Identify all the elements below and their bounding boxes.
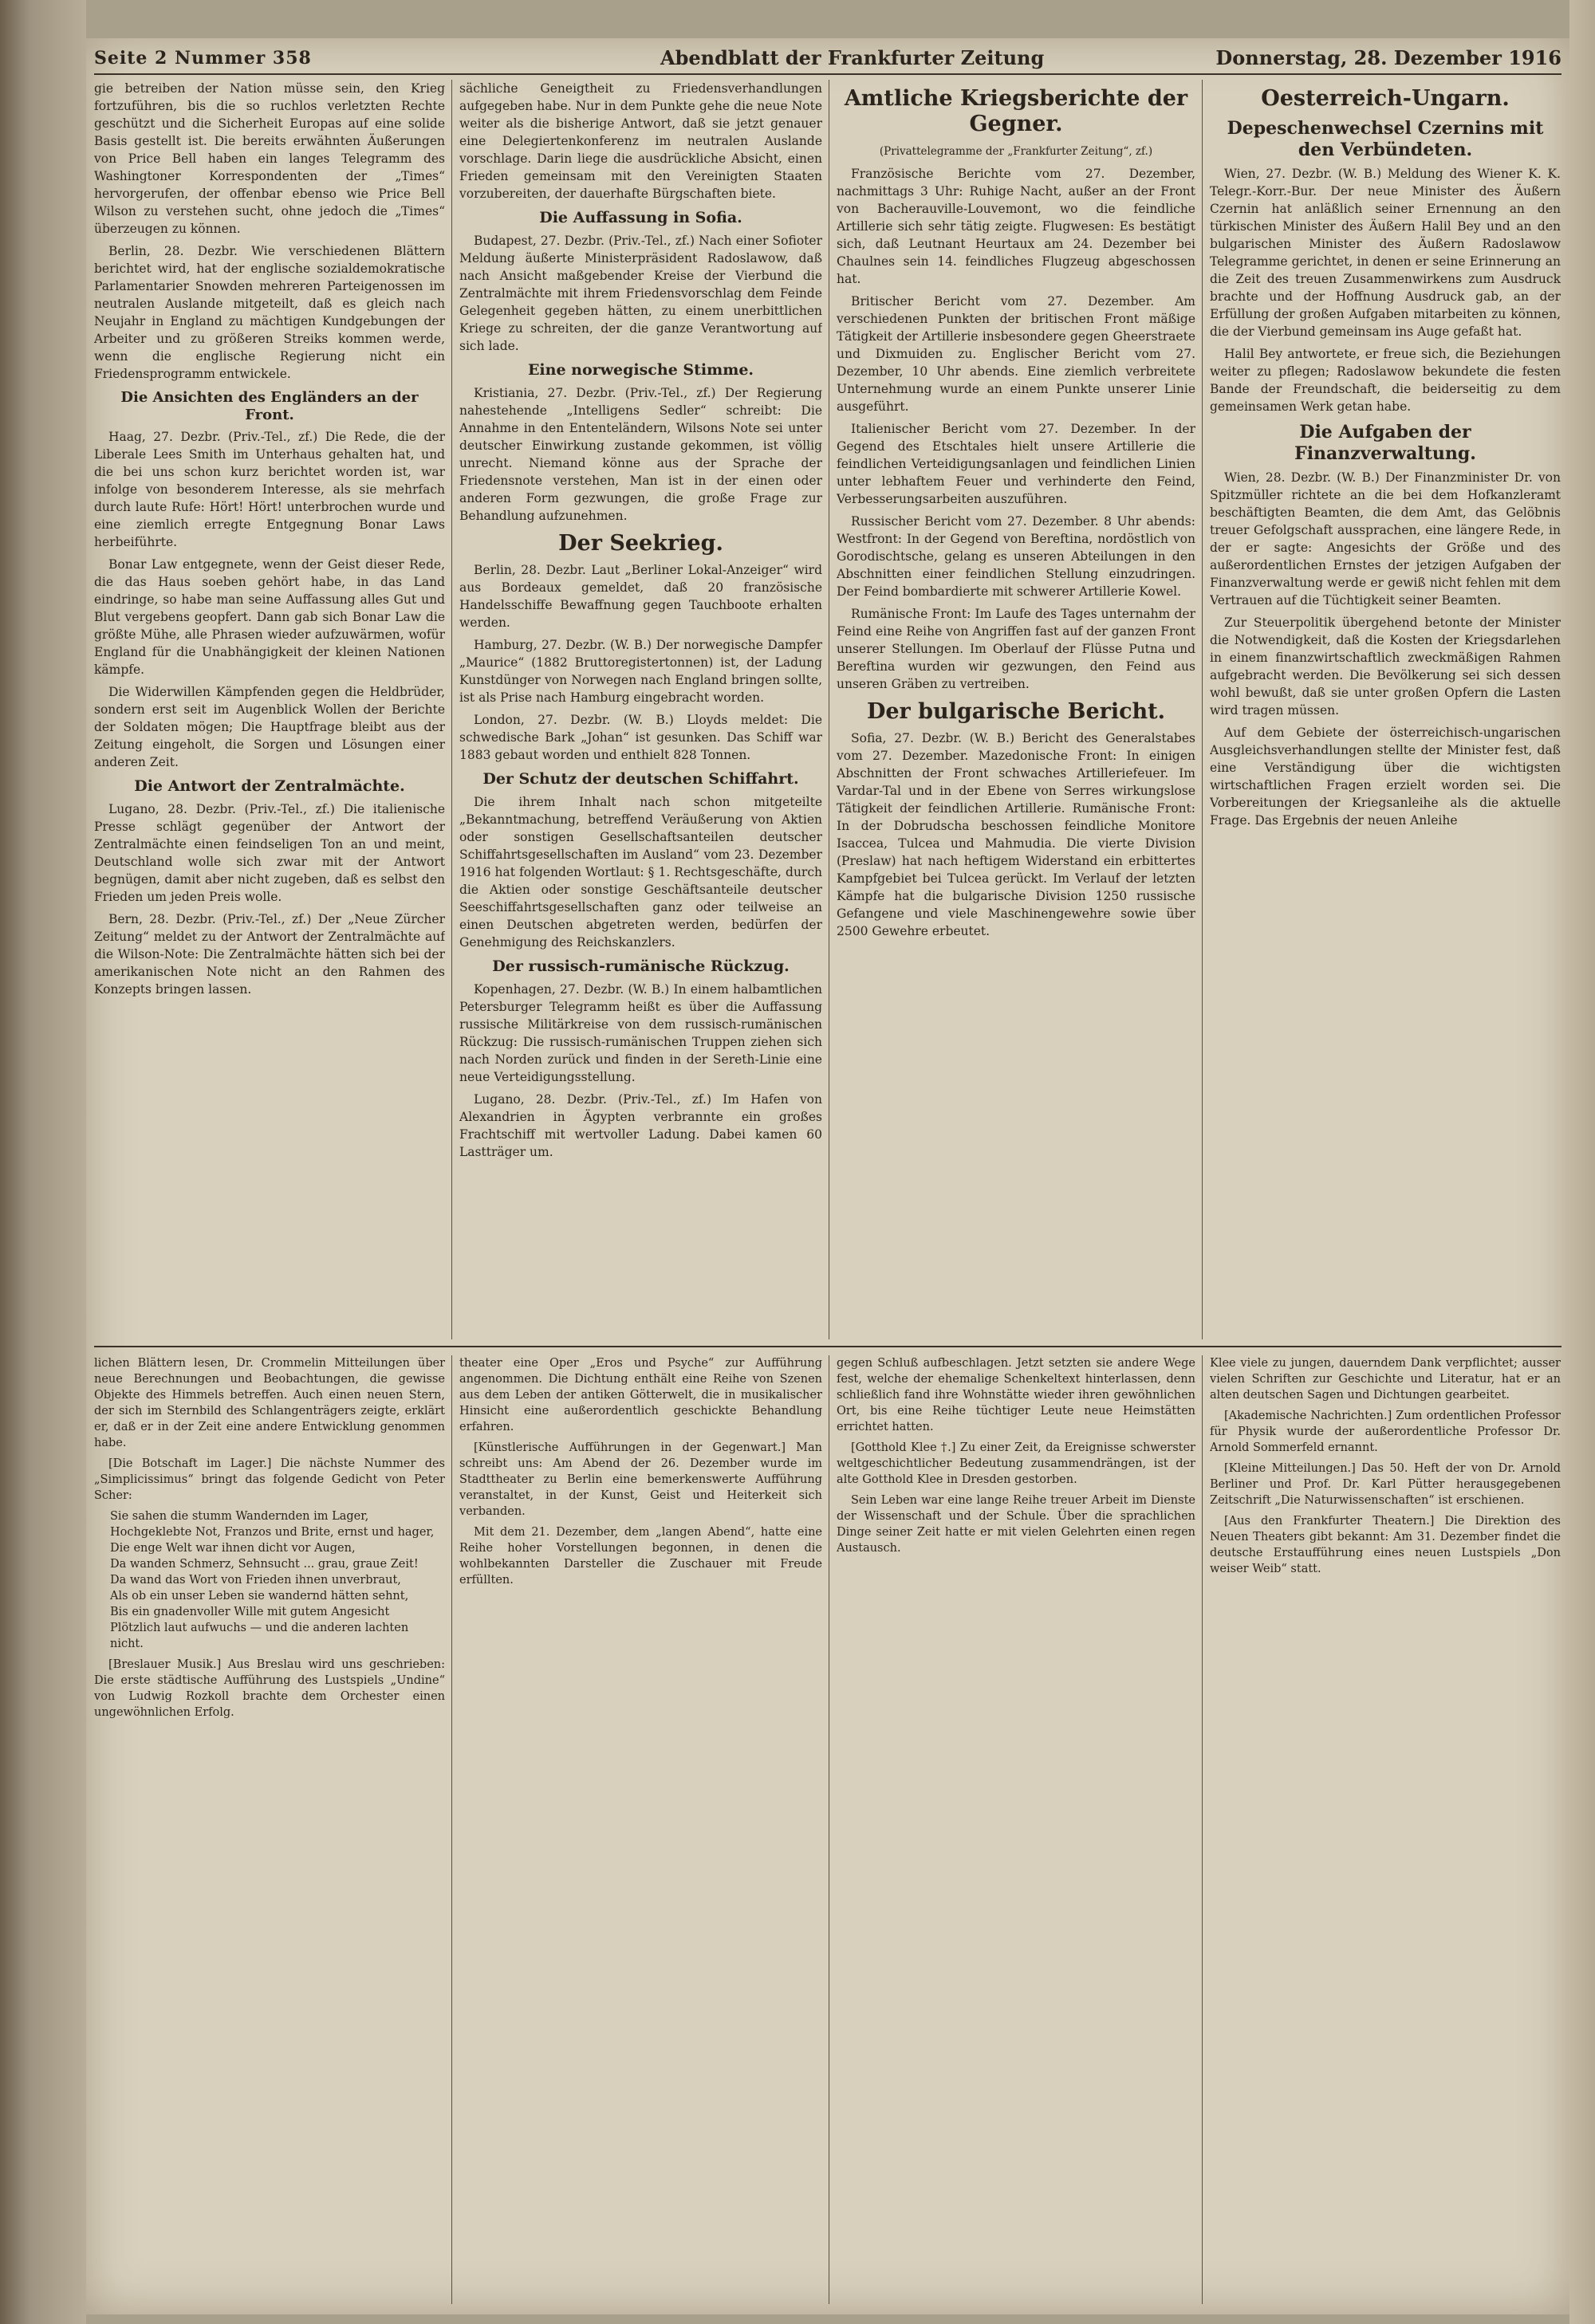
article-heading: Depeschenwechsel Czernins mit den Verbündeten. [1227, 118, 1544, 160]
poem-line: Hochgeklebte Not, Franzos und Brite, ernst und hager, [110, 1526, 435, 1539]
article-text: Lugano, 28. Dezbr. (Priv.-Tel., zf.) Im Hafen von Alexandrien in Ägypten verbrannte ein großes Frachtschiff mit wertvoller Ladung. Dabei kamen 60 Lastträger um. [459, 1091, 822, 1159]
article-text: Kristiania, 27. Dezbr. (Priv.-Tel., zf.) Der Regierung nahestehende „Intelligens Sedler“ schreibt: Die Annahme in den Ententeländern, Wilsons Note sei unter deutscher Einwirkung zustande gekommen, ist völlig unrecht. Niemand könne aus der Sprache der Friedensnote verstehen, Man ist in der einen oder anderen Form gezwungen, die große Frage zur Behandlung aufzunehmen. [459, 385, 822, 523]
adjacent-page-edge [1569, 0, 1595, 2324]
column-3 [837, 80, 1195, 1339]
column-divider [1202, 1355, 1203, 2304]
book-binding-edge [0, 0, 86, 2324]
article-text: Berlin, 28. Dezbr. Wie verschiedenen Blättern berichtet wird, hat der englische sozialdemokratische Parlamentarier Snowden mehreren Parteigenossen im neutralen Auslande mitgeteilt, daß es gleich nach Neujahr in England zu mächtigen Kundgebungen der Arbeiter und zu größeren Streiks kommen werde, wenn die englische Regierung nicht ein Friedensprogramm entwickele. [94, 244, 445, 381]
article-text: [Akademische Nachrichten.] Zum ordentlichen Professor für Physik wurde der außerordentliche Professor Dr. Arnold Sommerfeld ernannt. [1210, 1410, 1561, 1454]
poem-line: Bis ein gnadenvoller Wille mit gutem Angesicht [110, 1606, 390, 1618]
article-text: [Kleine Mitteilungen.] Das 50. Heft der von Dr. Arnold Berliner und Prof. Dr. Karl Pütter herausgegebenen Zeitschrift „Die Naturwissenschaften“ ist erschienen. [1210, 1462, 1561, 1507]
newspaper-title: Abendblatt der Frankfurter Zeitung [660, 46, 1045, 69]
article-text: Halil Bey antwortete, er freue sich, die Beziehungen weiter zu pflegen; Radoslawow bekundete die festen Bande der Freundschaft, die beiderseitig zu dem gemeinsamen Werk getan habe. [1210, 347, 1561, 415]
article-text: London, 27. Dezbr. (W. B.) Lloyds meldet: Die schwedische Bark „Johan“ ist gesunken. Das Schiff war 1883 gebaut worden und enthielt 828 Tonnen. [459, 712, 822, 762]
column-1 [94, 80, 445, 1339]
article-text: Die Widerwillen Kämpfenden gegen die Heldbrüder, sondern erst seit im Augenblick Wollen der Berichte der Soldaten mögen; Die Hauptfrage bleibt aus der Zeitung eingeholt, die Sorgen und Lösungen einer anderen Zeit. [94, 685, 445, 770]
lower-column-1 [94, 1355, 445, 2304]
column-divider [451, 1355, 452, 2304]
article-text: Bonar Law entgegnete, wenn der Geist dieser Rede, die das Haus soeben gehört habe, in das Land eindringe, so habe man seine Auffassung alles Gut und Blut vergebens geopfert. Dann gab sich Bonar Law die größte Mühe, alle Phrasen wieder aufzuwärmen, wofür England für die Unabhängigkeit der kleinen Nationen kämpfe. [94, 557, 445, 678]
article-heading: Eine norwegische Stimme. [527, 360, 754, 379]
article-text: Sofia, 27. Dezbr. (W. B.) Bericht des Generalstabes vom 27. Dezember. Mazedonische Front: In einigen Abschnitten der Front schwaches Artilleriefeuer. Im Vardar-Tal und in der Ebene von Serres wirkungslose Tätigkeit der feindlichen Artillerie. Rumänische Front: In der Dobrudscha beschossen feindliche Monitore Isaccea, Tulcea und Mahmudia. Die vierte Division (Preslaw) hat nach heftigem Widerstand ein erbittertes Kampfgebiet bei Tulcea gerückt. Im Verlauf der letzten Kämpfe hat die bulgarische Division 1250 russische Gefangene und viele Maschinengewehre sowie über 2500 Gewehre erbeutet. [837, 731, 1195, 939]
article-text: Sein Leben war eine lange Reihe treuer Arbeit im Dienste der Wissenschaft und der Schule. Über die sprachlichen Dinge seiner Zeit hatte er mit vielen Gelehrten einen regen Austausch. [837, 1494, 1195, 1555]
lower-column-3 [837, 1355, 1195, 2304]
column-2 [459, 80, 822, 1339]
poem-line: Da wand das Wort von Frieden ihnen unverbraut, [110, 1574, 401, 1587]
article-text: Budapest, 27. Dezbr. (Priv.-Tel., zf.) Nach einer Sofioter Meldung äußerte Ministerpräsident Radoslawow, daß nach Ansicht maßgebender Kreise der Vierbund die Zentralmächte mit ihrem Friedensvorschlag dem Feinde Gelegenheit gegeben hätten, zu einem unerbittlichen Kriege zu schreiten, der die ganze Verantwortung auf sich lade. [459, 233, 822, 353]
article-text: Rumänische Front: Im Laufe des Tages unternahm der Feind eine Reihe von Angriffen fast auf der ganzen Front unserer Stellungen. Im Oberlauf der Flüsse Putna und Bereftina wurden wir gezwungen, den Feind aus unseren Gräben zu vertreiben. [837, 606, 1195, 691]
newspaper-page [86, 38, 1569, 2314]
column-divider [1202, 80, 1203, 1339]
issue-date: Donnerstag, 28. Dezember 1916 [1215, 46, 1562, 69]
masthead [94, 41, 1562, 75]
article-text: Klee viele zu jungen, dauerndem Dank verpflichtet; ausser vielen Schriften zur Geschichte und Literatur, hat er an alten deutschen Sagen und Dichtungen gearbeitet. [1210, 1357, 1561, 1402]
article-text: gegen Schluß aufbeschlagen. Jetzt setzten sie andere Wege fest, welche der ehemalige Schenkeltext hinterlassen, denn schließlich fand ihre Wohnstätte wieder ihren gewöhnlichen Ort, bis eine Reihe tüchtiger Leute neue Heimstätten errichtet hatten. [837, 1357, 1195, 1433]
article-text: Italienischer Bericht vom 27. Dezember. In der Gegend des Etschtales hielt unsere Artillerie die feindlichen Verteidigungsanlagen und feindlichen Linien unter lebhaftem Feuer und verhinderte den Feind, Verbesserungsarbeiten auszuführen. [837, 421, 1195, 506]
page-number: Seite 2 Nummer 358 [94, 48, 312, 69]
section-heading: Der Seekrieg. [558, 530, 723, 556]
article-text: Wien, 27. Dezbr. (W. B.) Meldung des Wiener K. K. Telegr.-Korr.-Bur. Der neue Minister des Äußern Czernin hat anläßlich seiner Ernennung an den türkischen Minister des Äußern Halil Bey und an den bulgarischen Minister des Äußern Radoslawow Telegramme gerichtet, in denen er seine Erinnerung an die Zeit des treuen Zusammenwirkens zum Ausdruck brachte und der Hoffnung Ausdruck gab, an der Erfüllung der großen Aufgaben mitarbeiten zu können, die der Vierbund gemeinsam ins Auge gefaßt hat. [1210, 167, 1561, 340]
article-text: Die ihrem Inhalt nach schon mitgeteilte „Bekanntmachung, betreffend Veräußerung von Aktien oder sonstigen Gesellschaftsanteilen deutscher Schiffahrtsgesellschaften im Ausland“ vom 23. Dezember 1916 hat folgenden Wortlaut: § 1. Rechtsgeschäfte, durch die Aktien oder sonstige Geschäftsanteile deutscher Seeschiffahrtsgesellschaften ganz oder teilweise an einen Deutschen abgetreten werden, bedürfen der Genehmigung des Reichskanzlers. [459, 794, 822, 950]
article-text: [Breslauer Musik.] Aus Breslau wird uns geschrieben: Die erste städtische Aufführung des Lustspiels „Undine“ von Ludwig Rozkoll brachte dem Orchester einen ungewöhnlichen Erfolg. [94, 1658, 445, 1719]
section-subheading: (Privattelegramme der „Frankfurter Zeitung“, zf.) [879, 144, 1153, 158]
article-text: Haag, 27. Dezbr. (Priv.-Tel., zf.) Die Rede, die der Liberale Lees Smith im Unterhaus gehalten hat, und die bei uns schon kurz berichtet worden ist, war infolge von besonderem Interesse, als sie mehrfach durch laute Rufe: Hört! Hört! unterbrochen wurde und eine ziemlich erregte Entgegnung Bonar Laws herbeiführte. [94, 430, 445, 550]
article-text: Kopenhagen, 27. Dezbr. (W. B.) In einem halbamtlichen Petersburger Telegramm heißt es über die Auffassung russische Militärkreise von dem russisch-rumänischen Rückzug: Die russisch-rumänischen Truppen ziehen sich nach Norden zurück und finden in der Sereth-Linie eine neue Verteidigungsstellung. [459, 981, 822, 1084]
poem-line: Die enge Welt war ihnen dicht vor Augen, [110, 1542, 356, 1555]
article-heading: Die Antwort der Zentralmächte. [134, 777, 405, 796]
article-heading: Die Ansichten des Engländers an der Front. [120, 389, 419, 423]
article-text: Auf dem Gebiete der österreichisch-ungarischen Ausgleichsverhandlungen stellte der Minister fest, daß eine Verständigung über die wichtigsten wirtschaftlichen Fragen erzielt worden sei. Die Vorbereitungen der Kriegsanleihe als die aktuelle Frage. Das Ergebnis der neuen Anleihe [1210, 725, 1561, 828]
article-heading: Die Aufgaben der Finanzverwaltung. [1294, 422, 1476, 464]
article-text: Wien, 28. Dezbr. (W. B.) Der Finanzminister Dr. von Spitzmüller richtete an die bei dem Hofkanzleramt beschäftigten Beamten, die dem Amt, das Gelöbnis treuer Gefolgschaft aussprachen, eine längere Rede, in der er sagte: Angesichts der Größe und des außerordentlichen Ernstes der jetzigen Aufgaben der Finanzverwaltung werde er gewiß nicht fehlen mit dem Vertrauen auf die Tüchtigkeit seiner Beamten. [1210, 470, 1561, 608]
article-text: Russischer Bericht vom 27. Dezember. 8 Uhr abends: Westfront: In der Gegend von Bereftina, nordöstlich von Gorodischtsche, gelang es unseren Abteilungen in den Abschnitten einer feindlichen Stellung einzudringen. Der Feind bombardierte mit schwerer Artillerie Kowel. [837, 513, 1195, 599]
article-heading: Die Auffassung in Sofia. [539, 209, 742, 226]
poem-line: Sie sahen die stumm Wandernden im Lager, [110, 1510, 369, 1523]
poem [110, 1508, 445, 1652]
poem-line: Plötzlich laut aufwuchs — und die anderen lachten nicht. [110, 1622, 409, 1650]
article-text: [Künstlerische Aufführungen in der Gegenwart.] Man schreibt uns: Am Abend der 26. Dezember wurde im Stadttheater zu Berlin eine bemerkenswerte Aufführung veranstaltet, in der Kunst, Geist und Heiterkeit sich verbanden. [459, 1441, 822, 1518]
article-heading: Der russisch-rumänische Rückzug. [492, 957, 790, 975]
lower-column-2 [459, 1355, 822, 2304]
article-text: theater eine Oper „Eros und Psyche“ zur Aufführung angenommen. Die Dichtung enthält eine Reihe von Szenen aus dem Leben der antiken Götterwelt, die in musikalischer Hinsicht eine außerordentlich geschickte Behandlung erfahren. [459, 1357, 822, 1433]
article-text: Berlin, 28. Dezbr. Laut „Berliner Lokal-Anzeiger“ wird aus Bordeaux gemeldet, daß 20 französische Handelsschiffe Bewaffnung gegen Tauchboote erhalten werden. [459, 562, 822, 630]
article-text: Zur Steuerpolitik übergehend betonte der Minister die Notwendigkeit, daß die Kosten der Kriegsdarlehen in einem finanzwirtschaftlich zweckmäßigen Rahmen aufgebracht werden. Die Bevölkerung sei sich dessen wohl bewußt, daß sie unter großen Opfern die Lasten wird tragen müssen. [1210, 615, 1561, 718]
article-text: Lugano, 28. Dezbr. (Priv.-Tel., zf.) Die italienische Presse schlägt gegenüber der Antwort der Zentralmächte einen feindseligen Ton an und meint, Deutschland wolle sich zwar mit der Antwort begnügen, damit aber nicht zugeben, daß es selbst den Frieden um jeden Preis wolle. [94, 801, 445, 904]
lower-column-4 [1210, 1355, 1561, 2304]
article-text: [Gotthold Klee †.] Zu einer Zeit, da Ereignisse schwerster weltgeschichtlicher Bedeutung zusammendrängen, ist der alte Gotthold Klee in Dresden gestorben. [837, 1441, 1195, 1486]
article-heading: Der Schutz der deutschen Schiffahrt. [482, 769, 799, 788]
section-heading: Amtliche Kriegsberichte der Gegner. [844, 86, 1188, 137]
poem-line: Als ob ein unser Leben sie wandernd hätten sehnt, [110, 1590, 409, 1602]
column-divider [451, 80, 452, 1339]
article-text: Bern, 28. Dezbr. (Priv.-Tel., zf.) Der „Neue Zürcher Zeitung“ meldet zu der Antwort der Zentralmächte auf die Wilson-Note: Die Zentralmächte hätten sich bei der amerikanischen Note nicht an den Rahmen des Konzepts bringen lassen. [94, 911, 445, 997]
column-4 [1210, 80, 1561, 1339]
article-text: lichen Blättern lesen, Dr. Crommelin Mitteilungen über neue Berechnungen und Beobachtungen, die gewisse Objekte des Himmels betreffen. Auch einen neuen Stern, der sich im Sternbild des Schlangenträgers zeigte, erklärt er, daß er in der Zeit eine andere Entwicklung genommen habe. [94, 1357, 445, 1449]
section-heading: Der bulgarische Bericht. [866, 698, 1166, 724]
article-text: Mit dem 21. Dezember, dem „langen Abend“, hatte eine Reihe hoher Vorstellungen begonnen, in denen die wohlbekannten Darsteller die Zuschauer mit Freude erfüllten. [459, 1526, 822, 1587]
article-text: Britischer Bericht vom 27. Dezember. Am verschiedenen Punkten der britischen Front mäßige Tätigkeit der Artillerie insbesondere gegen Gheerstraete und Dixmuiden zu. Englischer Bericht vom 27. Dezember, 10 Uhr abends. Eine ziemlich verbreitete Unternehmung wurde an einem Punkte unserer Linie ausgeführt. [837, 293, 1195, 414]
poem-line: Da wanden Schmerz, Sehnsucht ... grau, graue Zeit! [110, 1558, 419, 1571]
article-text: [Aus den Frankfurter Theatern.] Die Direktion des Neuen Theaters gibt bekannt: Am 31. Dezember findet die deutsche Erstaufführung eines neuen Lustspiels „Don weiser Weib“ statt. [1210, 1515, 1561, 1575]
article-text: gie betreiben der Nation müsse sein, den Krieg fortzuführen, bis die so ruchlos verletzten Rechte geschützt und die Sicherheit Europas auf eine solide Basis gestellt ist. Die bereits erwähnten Äußerungen von Price Bell haben ein langes Telegramm des Washingtoner Korrespondenten der „Times“ hervorgerufen, der offenbar ebenso wie Price Bell Wilson zu verstehen sucht, ohne jedoch die „Times“ überzeugen zu können. [94, 81, 445, 236]
article-text: Hamburg, 27. Dezbr. (W. B.) Der norwegische Dampfer „Maurice“ (1882 Bruttoregistertonnen) ist, der Ladung Kunstdünger von Norwegen nach England bringen sollte, ist als Prise nach Hamburg eingebracht worden. [459, 637, 822, 705]
article-text: [Die Botschaft im Lager.] Die nächste Nummer des „Simplicissimus“ bringt das folgende Gedicht von Peter Scher: [94, 1457, 445, 1502]
article-text: sächliche Geneigtheit zu Friedensverhandlungen aufgegeben habe. Nur in dem Punkte gehe die neue Note weiter als die bisherige Antwort, daß sie jetzt genauer eine Delegiertenkonferenz im neutralen Auslande vorschlage. Darin liege die ausdrückliche Absicht, einen Frieden gemeinsam mit den Vereinigten Staaten vorzubereiten, der dauerhafte Bürgschaften biete. [459, 81, 822, 201]
feuilleton-divider [94, 1346, 1562, 1347]
article-text: Französische Berichte vom 27. Dezember, nachmittags 3 Uhr: Ruhige Nacht, außer an der Front von Bacherauville-Louvemont, wo die feindliche Artillerie sich sehr tätig zeigte. Flugwesen: Es bestätigt sich, daß Leutnant Heurtaux am 24. Dezember bei Chaulnes sein 14. feindliches Flugzeug abgeschossen hat. [837, 166, 1195, 286]
section-heading: Oesterreich-Ungarn. [1261, 86, 1510, 111]
